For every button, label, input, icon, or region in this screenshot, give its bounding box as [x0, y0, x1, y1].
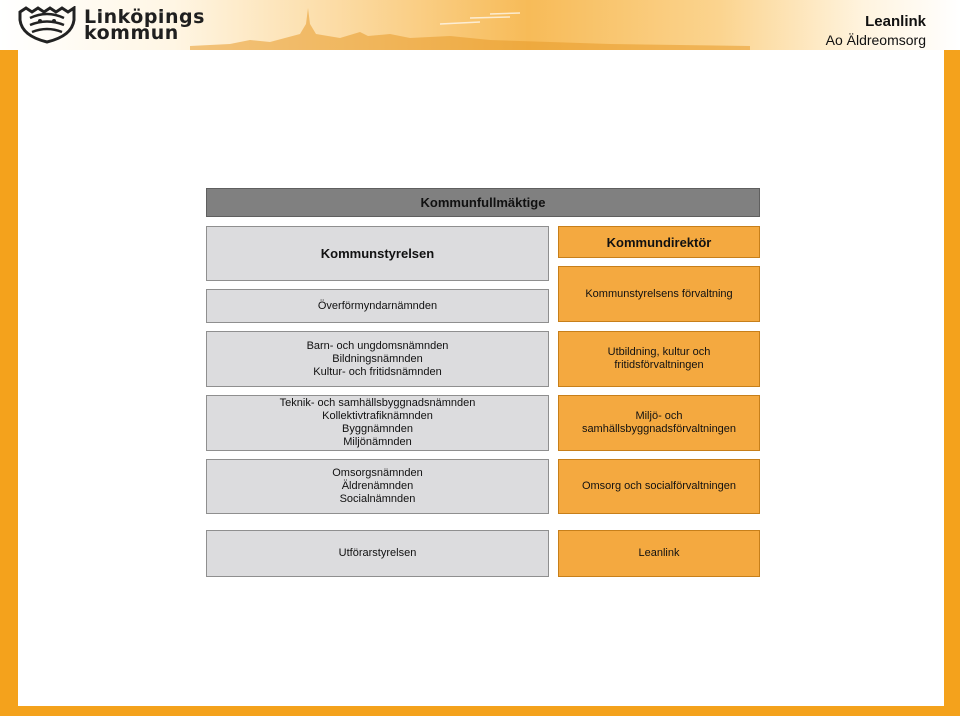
- slide-canvas: [18, 50, 944, 706]
- council-box: Kommunfullmäktige: [206, 188, 760, 217]
- right-box-omsorg-social: Omsorg och socialförvaltningen: [558, 459, 760, 514]
- right-box-miljo-samhallsbyggnad: Miljö- och samhällsbyggnadsförvaltningen: [558, 395, 760, 451]
- left-box-overformyndar: Överförmyndarnämnden: [206, 289, 549, 323]
- lion-crest-icon: [16, 6, 78, 44]
- logo-line-1: Linköpings: [84, 6, 205, 28]
- left-box-kommunstyrelsen: Kommunstyrelsen: [206, 226, 549, 281]
- logo-text: [84, 6, 205, 44]
- logo-line-2: kommun: [84, 22, 179, 44]
- header-banner: [0, 0, 960, 50]
- header-title: Leanlink: [865, 13, 926, 30]
- left-box-omsorg-aldre-social: Omsorgsnämnden Äldrenämnden Socialnämnden: [206, 459, 549, 514]
- right-box-kommunstyrelsens-forvaltning: Kommunstyrelsens förvaltning: [558, 266, 760, 322]
- right-box-utbildning-kultur: Utbildning, kultur och fritidsförvaltningen: [558, 331, 760, 387]
- left-box-barn-bildning-kultur: Barn- och ungdomsnämnden Bildningsnämnden Kultur- och fritidsnämnden: [206, 331, 549, 387]
- left-box-teknik-kollektiv-bygg-miljo: Teknik- och samhällsbyggnadsnämnden Kollektivtrafiknämnden Byggnämnden Miljönämnden: [206, 395, 549, 451]
- header-subtitle: Ao Äldreomsorg: [825, 32, 926, 48]
- right-box-kommundirektor: Kommundirektör: [558, 226, 760, 258]
- city-skyline-icon: [190, 4, 750, 50]
- left-box-utforarstyrelsen: Utförarstyrelsen: [206, 530, 549, 577]
- right-box-leanlink: Leanlink: [558, 530, 760, 577]
- header-right: [826, 13, 926, 49]
